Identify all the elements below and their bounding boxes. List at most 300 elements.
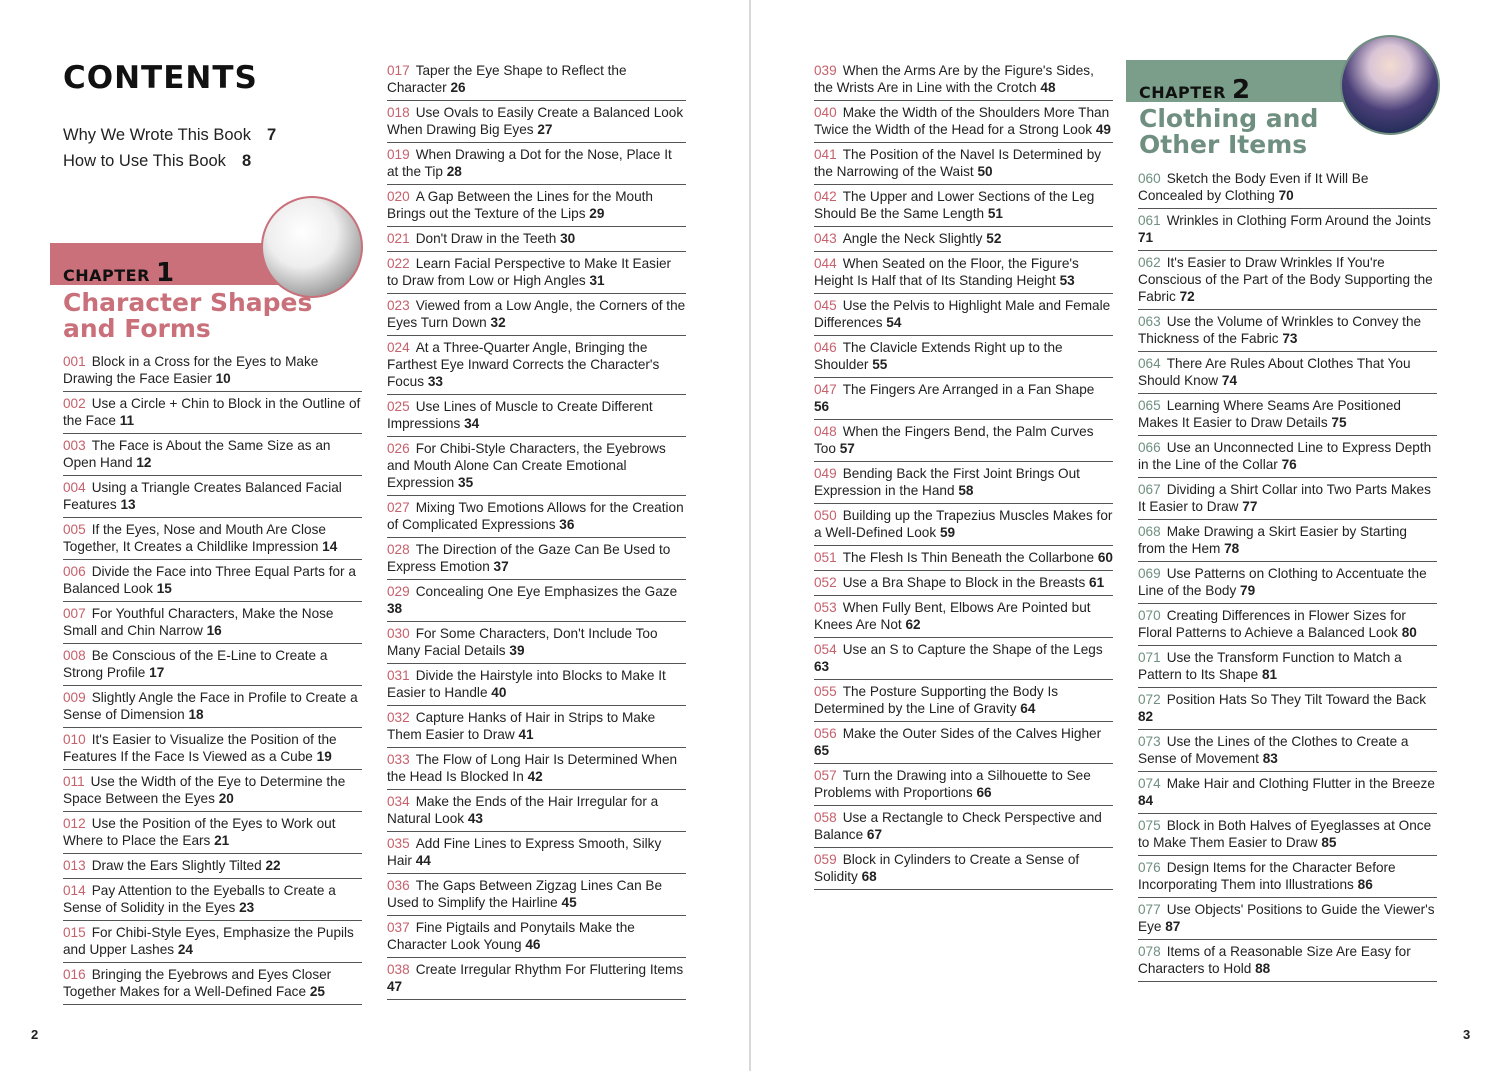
entry-number: 028	[387, 542, 410, 557]
toc-entry[interactable]	[63, 644, 362, 686]
entry-page: 71	[1138, 230, 1154, 245]
toc-entry[interactable]	[63, 728, 362, 770]
entry-page: 13	[120, 497, 136, 512]
entry-title: Make Drawing a Skirt Easier by Starting from the Hem	[1138, 524, 1407, 556]
entry-page: 26	[450, 80, 466, 95]
entry-page: 38	[387, 601, 403, 616]
entry-page: 34	[464, 416, 480, 431]
entry-number: 001	[63, 354, 86, 369]
entry-number: 031	[387, 668, 410, 683]
entry-title: Use the Pelvis to Highlight Male and Female Differences	[814, 298, 1111, 330]
toc-entry[interactable]	[387, 336, 686, 395]
entry-page: 60	[1097, 550, 1113, 565]
page-number-left: 2	[31, 1027, 39, 1042]
toc-entry[interactable]	[63, 434, 362, 476]
entry-page: 42	[527, 769, 543, 784]
toc-entry[interactable]	[814, 462, 1113, 504]
toc-entry[interactable]	[814, 227, 1113, 252]
entry-number: 064	[1138, 356, 1161, 371]
entry-title: At a Three-Quarter Angle, Bringing the Farthest Eye Inward Corrects the Character's Focus	[387, 340, 660, 389]
entry-title: Use an Unconnected Line to Express Depth in the Line of the Collar	[1138, 440, 1432, 472]
entry-title: Sketch the Body Even if It Will Be Concealed by Clothing	[1138, 171, 1369, 203]
entry-title: Divide the Hairstyle into Blocks to Make It Easier to Handle	[387, 668, 666, 700]
entry-title: For Some Characters, Don't Include Too Many Facial Details	[387, 626, 658, 658]
page-title: CONTENTS	[63, 60, 258, 96]
toc-entry[interactable]	[387, 538, 686, 580]
toc-entry[interactable]	[63, 350, 362, 392]
entry-number: 056	[814, 726, 837, 741]
entry-title: Learning Where Seams Are Positioned Makes It Easier to Draw Details	[1138, 398, 1401, 430]
toc-entry[interactable]	[814, 546, 1113, 571]
toc-entry[interactable]	[387, 706, 686, 748]
entry-number: 019	[387, 147, 410, 162]
chapter1-title	[63, 290, 312, 342]
toc-entry[interactable]	[814, 848, 1113, 890]
entry-title: The Gaps Between Zigzag Lines Can Be Used to Simplify the Hairline	[387, 878, 663, 910]
entry-page: 30	[560, 231, 576, 246]
entry-page: 10	[215, 371, 231, 386]
entry-page: 54	[886, 315, 902, 330]
toc-entry[interactable]	[814, 571, 1113, 596]
toc-entry[interactable]	[1138, 352, 1437, 394]
entry-number: 033	[387, 752, 410, 767]
toc-entry[interactable]	[387, 101, 686, 143]
toc-entry[interactable]	[387, 59, 686, 101]
entry-title: It's Easier to Visualize the Position of the Features If the Face Is Viewed as a Cube	[63, 732, 337, 764]
entry-title: The Direction of the Gaze Can Be Used to Express Emotion	[387, 542, 671, 574]
entry-page: 59	[939, 525, 956, 540]
entry-number: 062	[1138, 255, 1161, 270]
entry-page: 77	[1242, 499, 1258, 514]
toc-entry[interactable]	[814, 101, 1113, 143]
toc-entry[interactable]	[814, 680, 1113, 722]
entry-number: 012	[63, 816, 86, 831]
entry-title: Use a Bra Shape to Block in the Breasts	[842, 575, 1086, 590]
toc-entry[interactable]	[814, 294, 1113, 336]
chapter2-label	[1139, 75, 1251, 105]
toc-entry[interactable]	[1138, 436, 1437, 478]
entry-title: Make the Ends of the Hair Irregular for a Natural Look	[387, 794, 659, 826]
entry-title: Creating Differences in Flower Sizes for Floral Patterns to Achieve a Balanced Look	[1138, 608, 1406, 640]
entry-page: 79	[1240, 583, 1256, 598]
entry-number: 068	[1138, 524, 1161, 539]
entry-title: Make the Outer Sides of the Calves Higher	[842, 726, 1102, 741]
entry-page: 11	[119, 413, 135, 428]
entry-page: 24	[177, 942, 193, 957]
entry-title: Using a Triangle Creates Balanced Facial Features	[63, 480, 342, 512]
toc-entry[interactable]	[63, 770, 362, 812]
entry-page: 64	[1020, 701, 1036, 716]
title-line: Clothing and	[1139, 104, 1319, 133]
entry-title: Use a Rectangle to Check Perspective and Balance	[814, 810, 1102, 842]
toc-entry[interactable]	[1138, 814, 1437, 856]
toc-entry[interactable]	[63, 854, 362, 879]
toc-entry[interactable]	[387, 874, 686, 916]
toc-entry[interactable]	[387, 185, 686, 227]
entry-title: When the Arms Are by the Figure's Sides, the Wrists Are in Line with the Crotch	[814, 63, 1094, 95]
toc-entry[interactable]	[1138, 478, 1437, 520]
entry-number: 047	[814, 382, 837, 397]
toc-entry[interactable]	[63, 686, 362, 728]
entry-page: 46	[525, 937, 541, 952]
entry-page: 31	[589, 273, 605, 288]
entry-title: Draw the Ears Slightly Tilted	[91, 858, 262, 873]
toc-entry[interactable]	[814, 638, 1113, 680]
entry-page: 86	[1357, 877, 1373, 892]
entry-title: Mixing Two Emotions Allows for the Creation of Complicated Expressions	[387, 500, 684, 532]
toc-entry[interactable]	[1138, 646, 1437, 688]
toc-entry[interactable]	[387, 748, 686, 790]
entry-number: 042	[814, 189, 837, 204]
entry-number: 039	[814, 63, 837, 78]
entry-title: Use the Position of the Eyes to Work out Where to Place the Ears	[63, 816, 336, 848]
entry-page: 75	[1331, 415, 1347, 430]
entry-title: Block in Both Halves of Eyeglasses at Once to Make Them Easier to Draw	[1138, 818, 1432, 850]
toc-entry[interactable]	[63, 812, 362, 854]
toc-entry[interactable]	[814, 378, 1113, 420]
entry-title: Divide the Face into Three Equal Parts for a Balanced Look	[63, 564, 356, 596]
entry-title: Block in Cylinders to Create a Sense of Solidity	[814, 852, 1080, 884]
entry-title: For Chibi-Style Characters, the Eyebrows and Mouth Alone Can Create Emotional Expression	[387, 441, 666, 490]
toc-entry[interactable]	[387, 496, 686, 538]
toc-entry[interactable]	[814, 596, 1113, 638]
chapter2-illustration	[1340, 35, 1440, 135]
entry-page: 15	[156, 581, 172, 596]
entry-title: It's Easier to Draw Wrinkles If You're Conscious of the Part of the Body Supporting the Fabric	[1138, 255, 1433, 304]
entry-page: 62	[905, 617, 921, 632]
intro-page: 7	[266, 126, 277, 144]
entry-title: If the Eyes, Nose and Mouth Are Close Together, It Creates a Childlike Impression	[63, 522, 326, 554]
toc-entry[interactable]	[1138, 730, 1437, 772]
entry-page: 18	[188, 707, 204, 722]
entry-number: 076	[1138, 860, 1161, 875]
entry-page: 35	[458, 475, 474, 490]
chapter-number: 1	[155, 258, 175, 288]
entry-title: The Position of the Navel Is Determined by the Narrowing of the Waist	[814, 147, 1102, 179]
entry-title: When Drawing a Dot for the Nose, Place It at the Tip	[387, 147, 672, 179]
entry-title: Building up the Trapezius Muscles Makes for a Well-Defined Look	[814, 508, 1113, 540]
entry-page: 68	[861, 869, 877, 884]
chapter2-title	[1139, 106, 1318, 158]
entry-title: Use the Lines of the Clothes to Create a Sense of Movement	[1138, 734, 1409, 766]
entry-number: 034	[387, 794, 410, 809]
entry-number: 024	[387, 340, 410, 355]
toc-entry[interactable]	[63, 518, 362, 560]
entry-title: Wrinkles in Clothing Form Around the Joints	[1166, 213, 1431, 228]
entry-title: Don't Draw in the Teeth	[415, 231, 557, 246]
toc-entry[interactable]	[387, 580, 686, 622]
entry-title: Block in a Cross for the Eyes to Make Drawing the Face Easier	[63, 354, 319, 386]
entry-number: 025	[387, 399, 410, 414]
entry-number: 063	[1138, 314, 1161, 329]
entry-number: 030	[387, 626, 410, 641]
entry-page: 22	[265, 858, 281, 873]
intro-item[interactable]	[63, 126, 276, 145]
entry-number: 015	[63, 925, 86, 940]
toc-entry[interactable]	[63, 392, 362, 434]
entry-title: The Face is About the Same Size as an Open Hand	[63, 438, 331, 470]
entry-page: 37	[493, 559, 509, 574]
entry-number: 023	[387, 298, 410, 313]
entry-number: 010	[63, 732, 86, 747]
entry-number: 069	[1138, 566, 1161, 581]
toc-entry[interactable]	[1138, 209, 1437, 251]
entry-title: For Chibi-Style Eyes, Emphasize the Pupils and Upper Lashes	[63, 925, 354, 957]
toc-entry[interactable]	[1138, 898, 1437, 940]
toc-entry[interactable]	[387, 790, 686, 832]
entry-page: 83	[1262, 751, 1278, 766]
chapter-word: CHAPTER	[1139, 83, 1226, 102]
entry-title: A Gap Between the Lines for the Mouth Brings out the Texture of the Lips	[387, 189, 653, 221]
entry-title: Use Lines of Muscle to Create Different Impressions	[387, 399, 653, 431]
entry-page: 53	[1059, 273, 1075, 288]
toc-entry[interactable]	[814, 59, 1113, 101]
toc-entry[interactable]	[63, 602, 362, 644]
entry-page: 80	[1401, 625, 1417, 640]
entry-number: 066	[1138, 440, 1161, 455]
entry-page: 21	[214, 833, 230, 848]
entry-number: 055	[814, 684, 837, 699]
toc-entry[interactable]	[814, 143, 1113, 185]
entry-page: 67	[866, 827, 883, 842]
toc-entry[interactable]	[1138, 688, 1437, 730]
toc-entry[interactable]	[387, 227, 686, 252]
entry-number: 077	[1138, 902, 1161, 917]
toc-entry[interactable]	[387, 622, 686, 664]
entry-page: 47	[387, 979, 403, 994]
entry-page: 50	[977, 164, 993, 179]
toc-entry[interactable]	[1138, 167, 1437, 209]
entry-number: 036	[387, 878, 410, 893]
entry-title: When Fully Bent, Elbows Are Pointed but Knees Are Not	[814, 600, 1091, 632]
entry-page: 32	[490, 315, 506, 330]
entry-title: Use the Transform Function to Match a Pattern to Its Shape	[1138, 650, 1402, 682]
entry-number: 021	[387, 231, 410, 246]
toc-entry[interactable]	[63, 560, 362, 602]
entry-title: Items of a Reasonable Size Are Easy for Characters to Hold	[1138, 944, 1411, 976]
entry-title: For Youthful Characters, Make the Nose Small and Chin Narrow	[63, 606, 334, 638]
toc-entry[interactable]	[387, 395, 686, 437]
entry-page: 63	[814, 659, 830, 674]
entry-number: 060	[1138, 171, 1161, 186]
entry-title: Make Hair and Clothing Flutter in the Breeze	[1166, 776, 1435, 791]
entry-number: 013	[63, 858, 86, 873]
intro-label: How to Use This Book	[63, 152, 226, 170]
entry-title: The Flow of Long Hair Is Determined When the Head Is Blocked In	[387, 752, 678, 784]
entry-number: 004	[63, 480, 86, 495]
entry-page: 73	[1282, 331, 1298, 346]
intro-item[interactable]	[63, 152, 251, 171]
toc-entry[interactable]	[63, 476, 362, 518]
entry-page: 76	[1281, 457, 1297, 472]
entry-page: 65	[814, 743, 830, 758]
toc-entry[interactable]	[814, 722, 1113, 764]
entry-number: 014	[63, 883, 86, 898]
entry-number: 075	[1138, 818, 1161, 833]
page-gutter	[749, 0, 751, 1071]
entry-title: Taper the Eye Shape to Reflect the Character	[387, 63, 627, 95]
entry-title: Turn the Drawing into a Silhouette to See Problems with Proportions	[814, 768, 1091, 800]
entry-page: 29	[589, 206, 605, 221]
entry-page: 84	[1138, 793, 1154, 808]
entry-number: 009	[63, 690, 86, 705]
entry-number: 016	[63, 967, 86, 982]
chapter-word: CHAPTER	[63, 266, 150, 285]
entry-number: 011	[63, 774, 85, 789]
toc-entry[interactable]	[1138, 251, 1437, 310]
entry-number: 065	[1138, 398, 1161, 413]
entry-title: Use Objects' Positions to Guide the Viewer's Eye	[1138, 902, 1435, 934]
entry-number: 051	[814, 550, 837, 565]
toc-entry[interactable]	[814, 336, 1113, 378]
toc-entry[interactable]	[63, 921, 362, 963]
entry-page: 40	[491, 685, 507, 700]
entry-number: 067	[1138, 482, 1161, 497]
toc-entry[interactable]	[814, 806, 1113, 848]
title-line: Character Shapes	[63, 288, 313, 317]
entry-number: 049	[814, 466, 837, 481]
toc-column-4	[1138, 167, 1437, 982]
entry-number: 053	[814, 600, 837, 615]
entry-page: 14	[322, 539, 338, 554]
toc-entry[interactable]	[63, 879, 362, 921]
toc-entry[interactable]	[1138, 604, 1437, 646]
entry-title: Create Irregular Rhythm For Fluttering Items	[415, 962, 684, 977]
entry-title: Pay Attention to the Eyeballs to Create a Sense of Solidity in the Eyes	[63, 883, 336, 915]
entry-page: 33	[427, 374, 443, 389]
entry-page: 57	[839, 441, 855, 456]
entry-number: 050	[814, 508, 837, 523]
entry-title: Use the Volume of Wrinkles to Convey the Thickness of the Fabric	[1138, 314, 1422, 346]
entry-number: 020	[387, 189, 410, 204]
entry-number: 041	[814, 147, 837, 162]
toc-entry[interactable]	[814, 764, 1113, 806]
toc-entry[interactable]	[1138, 562, 1437, 604]
entry-title: The Posture Supporting the Body Is Determined by the Line of Gravity	[814, 684, 1059, 716]
title-line: Other Items	[1139, 130, 1308, 159]
entry-page: 43	[467, 811, 483, 826]
toc-entry[interactable]	[1138, 856, 1437, 898]
toc-column-1	[63, 350, 362, 1005]
entry-title: Position Hats So They Tilt Toward the Back	[1166, 692, 1427, 707]
entry-page: 58	[958, 483, 974, 498]
entry-page: 55	[872, 357, 888, 372]
entry-title: Use Ovals to Easily Create a Balanced Look When Drawing Big Eyes	[387, 105, 684, 137]
entry-number: 017	[387, 63, 410, 78]
toc-entry[interactable]	[387, 958, 686, 1000]
entry-title: Dividing a Shirt Collar into Two Parts Makes It Easier to Draw	[1138, 482, 1431, 514]
entry-number: 035	[387, 836, 410, 851]
entry-page: 48	[1040, 80, 1056, 95]
entry-number: 038	[387, 962, 410, 977]
entry-number: 022	[387, 256, 410, 271]
entry-title: Viewed from a Low Angle, the Corners of the Eyes Turn Down	[387, 298, 686, 330]
entry-title: Concealing One Eye Emphasizes the Gaze	[415, 584, 678, 599]
entry-title: Fine Pigtails and Ponytails Make the Character Look Young	[387, 920, 635, 952]
toc-entry[interactable]	[387, 294, 686, 336]
entry-title: Bringing the Eyebrows and Eyes Closer Together Makes for a Well-Defined Face	[63, 967, 332, 999]
toc-entry[interactable]	[1138, 310, 1437, 352]
entry-page: 23	[239, 900, 255, 915]
entry-number: 007	[63, 606, 86, 621]
toc-entry[interactable]	[814, 185, 1113, 227]
entry-number: 029	[387, 584, 410, 599]
toc-entry[interactable]	[387, 916, 686, 958]
chapter1-illustration	[261, 196, 363, 298]
toc-entry[interactable]	[387, 664, 686, 706]
entry-title: Make the Width of the Shoulders More Than Twice the Width of the Head for a Strong Look	[814, 105, 1110, 137]
entry-number: 046	[814, 340, 837, 355]
toc-entry[interactable]	[814, 504, 1113, 546]
entry-number: 018	[387, 105, 410, 120]
entry-page: 87	[1165, 919, 1181, 934]
toc-entry[interactable]	[387, 252, 686, 294]
title-line: and Forms	[63, 314, 211, 343]
entry-number: 071	[1138, 650, 1161, 665]
chapter-number: 2	[1231, 75, 1251, 105]
entry-number: 048	[814, 424, 837, 439]
entry-title: There Are Rules About Clothes That You Should Know	[1138, 356, 1411, 388]
entry-page: 51	[987, 206, 1003, 221]
toc-entry[interactable]	[1138, 394, 1437, 436]
toc-entry[interactable]	[387, 832, 686, 874]
entry-page: 70	[1278, 188, 1294, 203]
entry-page: 41	[518, 727, 534, 742]
entry-page: 12	[136, 455, 152, 470]
entry-title: Add Fine Lines to Express Smooth, Silky Hair	[387, 836, 662, 868]
entry-title: Use Patterns on Clothing to Accentuate the Line of the Body	[1138, 566, 1427, 598]
entry-page: 25	[309, 984, 325, 999]
entry-title: Angle the Neck Slightly	[842, 231, 983, 246]
entry-number: 045	[814, 298, 837, 313]
entry-number: 043	[814, 231, 837, 246]
toc-entry[interactable]	[387, 437, 686, 496]
toc-entry[interactable]	[387, 143, 686, 185]
entry-number: 003	[63, 438, 86, 453]
entry-title: Design Items for the Character Before Incorporating Them into Illustrations	[1138, 860, 1396, 892]
entry-page: 52	[986, 231, 1002, 246]
entry-page: 16	[206, 623, 222, 638]
toc-entry[interactable]	[1138, 940, 1437, 982]
entry-page: 85	[1321, 835, 1337, 850]
toc-entry[interactable]	[814, 420, 1113, 462]
entry-page: 82	[1138, 709, 1154, 724]
entry-number: 072	[1138, 692, 1161, 707]
toc-entry[interactable]	[1138, 772, 1437, 814]
intro-page: 8	[241, 152, 252, 170]
entry-page: 74	[1221, 373, 1238, 388]
entry-number: 061	[1138, 213, 1161, 228]
entry-title: Slightly Angle the Face in Profile to Create a Sense of Dimension	[63, 690, 358, 722]
entry-page: 49	[1095, 122, 1111, 137]
entry-number: 073	[1138, 734, 1161, 749]
toc-entry[interactable]	[63, 963, 362, 1005]
entry-number: 026	[387, 441, 410, 456]
toc-entry[interactable]	[1138, 520, 1437, 562]
entry-title: Use an S to Capture the Shape of the Legs	[842, 642, 1103, 657]
entry-page: 28	[446, 164, 462, 179]
toc-entry[interactable]	[814, 252, 1113, 294]
entry-number: 032	[387, 710, 410, 725]
entry-number: 052	[814, 575, 837, 590]
entry-number: 057	[814, 768, 837, 783]
entry-page: 56	[814, 399, 830, 414]
entry-page: 61	[1089, 575, 1105, 590]
entry-page: 27	[537, 122, 553, 137]
entry-page: 45	[561, 895, 577, 910]
entry-title: Learn Facial Perspective to Make It Easier to Draw from Low or High Angles	[387, 256, 672, 288]
chapter1-label	[63, 258, 175, 288]
